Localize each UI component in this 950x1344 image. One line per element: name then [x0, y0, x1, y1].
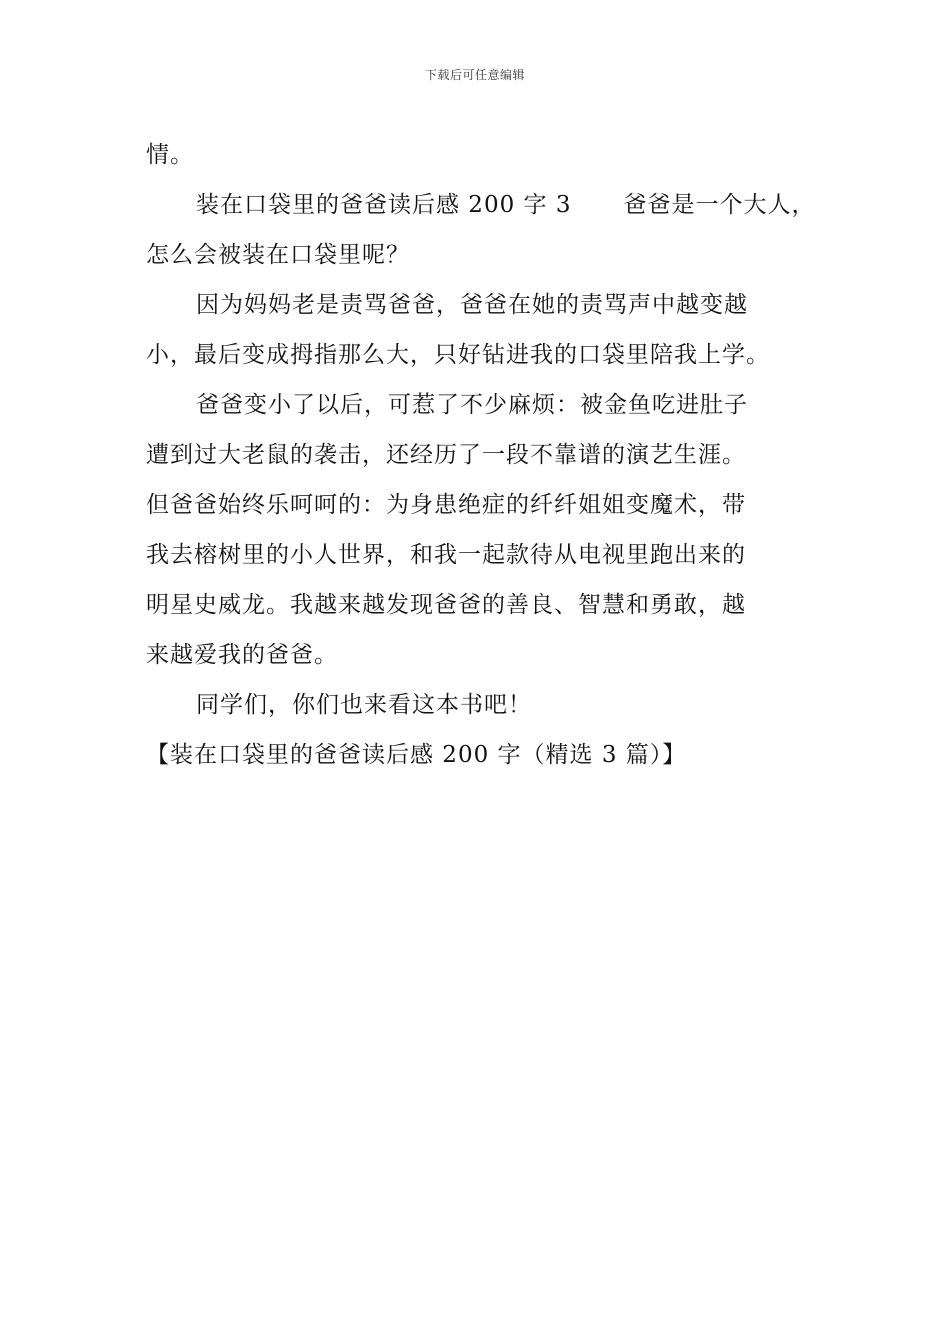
document-body — [146, 130, 836, 780]
paragraph-line: 我去榕树里的小人世界，和我一起款待从电视里跑出来的 — [146, 542, 746, 568]
paragraph-line: 遭到过大老鼠的袭击，还经历了一段不靠谱的演艺生涯。 — [146, 442, 746, 468]
paragraph-line: 同学们，你们也来看这本书吧！ — [196, 692, 532, 718]
paragraph-line: 情。 — [146, 142, 194, 168]
paragraph-line: 小，最后变成拇指那么大，只好钻进我的口袋里陪我上学。 — [146, 342, 770, 368]
paragraph-line: 来越爱我的爸爸。 — [146, 642, 338, 668]
page-header: 下载后可任意编辑 — [424, 68, 525, 82]
document-title-footer: 【装在口袋里的爸爸读后感 200 字（精选 3 篇）】 — [146, 742, 687, 768]
paragraph-line: 爸爸变小了以后，可惹了不少麻烦：被金鱼吃进肚子 — [196, 392, 748, 418]
section-heading-inline: 装在口袋里的爸爸读后感 200 字 3 — [196, 192, 572, 218]
paragraph-line: 怎么会被装在口袋里呢？ — [146, 242, 410, 268]
paragraph-line: 明星史威龙。我越来越发现爸爸的善良、智慧和勇敢，越 — [146, 592, 746, 618]
paragraph-line — [146, 180, 836, 230]
paragraph-line: 因为妈妈老是责骂爸爸，爸爸在她的责骂声中越变越 — [196, 292, 748, 318]
paragraph-line: 但爸爸始终乐呵呵的：为身患绝症的纤纤姐姐变魔术，带 — [146, 492, 746, 518]
paragraph-text: 爸爸是一个大人， — [623, 192, 816, 218]
